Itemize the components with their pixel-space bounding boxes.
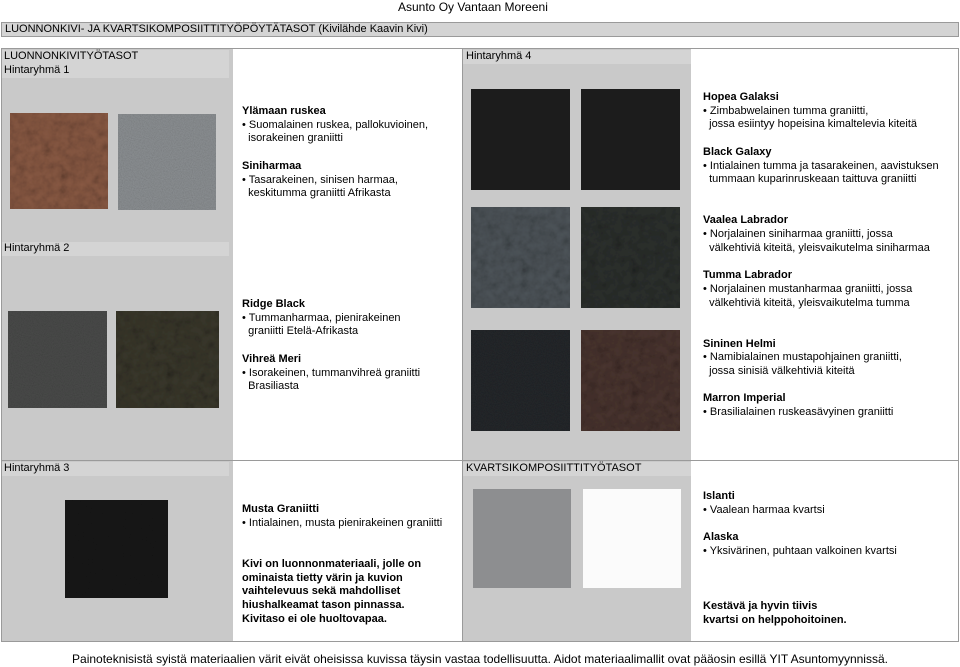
swatch-vihrea-meri bbox=[116, 311, 219, 408]
group4-text bbox=[703, 91, 955, 420]
quartz-title: KVARTSIKOMPOSIITTITYÖTASOT bbox=[463, 462, 691, 476]
stone-desc: tummaan kuparinruskeaan taittuva graniitti bbox=[709, 173, 917, 186]
stone-desc: Intialainen, musta pienirakeinen graniitti bbox=[248, 516, 443, 529]
footer-disclaimer: Painoteknisistä syistä materiaalien värit eivät oheisissa kuvissa täysin vastaa todellisuutta. Aidot materiaalimallit ovat pääosin esillä YIT Asuntomyynnissä. bbox=[72, 652, 888, 666]
swatch-tumma-labrador bbox=[581, 207, 680, 308]
stone-desc: Tasarakeinen, sinisen harmaa, bbox=[248, 173, 398, 186]
stone-name: Ridge Black bbox=[242, 298, 305, 310]
swatch-siniharmaa bbox=[118, 114, 216, 210]
bullet: • bbox=[703, 503, 707, 516]
swatch-sininen-helmi bbox=[471, 330, 570, 431]
bullet: • bbox=[703, 282, 707, 295]
stone-desc: Tummanharmaa, pienirakeinen bbox=[248, 311, 401, 324]
bullet: • bbox=[242, 516, 246, 529]
group3-note bbox=[242, 558, 457, 627]
note-line: ominaista tietty värin ja kuvion bbox=[242, 571, 403, 584]
stone-desc: Intialainen tumma ja tasarakeinen, aavistuksen bbox=[709, 159, 939, 172]
stone-desc: välkehtiviä kiteitä, yleisvaikutelma siniharmaa bbox=[709, 241, 930, 254]
grid-line bbox=[1, 460, 959, 461]
bullet: • bbox=[242, 118, 246, 131]
swatch-hopea-galaksi bbox=[471, 89, 570, 190]
bullet: • bbox=[703, 544, 707, 557]
stone-desc: Yksivärinen, puhtaan valkoinen kvartsi bbox=[709, 544, 897, 557]
stone-desc: Namibialainen mustapohjainen graniitti, bbox=[709, 351, 902, 364]
note-line: Kivi on luonnonmateriaali, jolle on bbox=[242, 558, 422, 570]
swatch-alaska bbox=[583, 489, 681, 588]
bullet: • bbox=[242, 311, 246, 324]
group3-label: Hintaryhmä 3 bbox=[1, 462, 229, 476]
stone-name: Siniharmaa bbox=[242, 159, 302, 172]
stone-name: Islanti bbox=[703, 490, 735, 502]
grid-line bbox=[1, 641, 959, 642]
swatch-marron-imperial bbox=[581, 330, 680, 431]
quartz-note bbox=[703, 600, 955, 627]
stone-desc: Norjalainen siniharmaa graniitti, jossa bbox=[709, 228, 893, 241]
stone-desc: Norjalainen mustanharmaa graniitti, jossa bbox=[709, 282, 913, 295]
stone-desc: jossa sinisiä välkehtiviä kiteitä bbox=[709, 365, 855, 378]
stone-name: Musta Graniitti bbox=[242, 503, 320, 515]
stone-desc: Brasilialainen ruskeasävyinen graniitti bbox=[709, 406, 894, 419]
stone-name: Vaalea Labrador bbox=[703, 214, 788, 227]
stone-desc: Suomalainen ruskea, pallokuvioinen, bbox=[248, 118, 429, 131]
note-line: vaihtelevuus sekä mahdolliset bbox=[242, 585, 401, 598]
group1-text bbox=[242, 105, 457, 201]
swatch-vaalea-labrador bbox=[471, 207, 570, 308]
swatch-islanti bbox=[473, 489, 571, 588]
swatch-ylamaan-ruskea bbox=[10, 113, 108, 209]
stone-desc: Brasiliasta bbox=[248, 380, 299, 393]
note-line: Kivitaso ei ole huoltovapaa. bbox=[242, 612, 387, 625]
swatch-black-galaxy bbox=[581, 89, 680, 190]
grid-line bbox=[1, 48, 2, 642]
stone-name: Alaska bbox=[703, 531, 739, 544]
bullet: • bbox=[703, 228, 707, 241]
stone-desc: välkehtiviä kiteitä, yleisvaikutelma tumma bbox=[709, 296, 910, 309]
stone-name: Ylämaan ruskea bbox=[242, 105, 326, 117]
grid-line bbox=[1, 48, 959, 49]
group2-label: Hintaryhmä 2 bbox=[1, 242, 229, 256]
stone-desc: keskitumma graniitti Afrikasta bbox=[248, 187, 391, 200]
group4-label: Hintaryhmä 4 bbox=[463, 50, 691, 64]
stone-name: Sininen Helmi bbox=[703, 337, 776, 350]
document-title: LUONNONKIVI- JA KVARTSIKOMPOSIITTITYÖPÖYTÄTASOT (Kivilähde Kaavin Kivi) bbox=[1, 22, 959, 37]
bullet: • bbox=[703, 104, 707, 117]
left-section-title: LUONNONKIVITYÖTASOT bbox=[1, 50, 229, 64]
note-line: hiushalkeamat tason pinnassa. bbox=[242, 599, 405, 612]
stone-name: Tumma Labrador bbox=[703, 269, 793, 282]
stone-name: Black Galaxy bbox=[703, 145, 772, 158]
group1-label: Hintaryhmä 1 bbox=[1, 64, 229, 78]
bullet: • bbox=[703, 406, 707, 419]
bullet: • bbox=[703, 351, 707, 364]
stone-desc: jossa esiintyy hopeisina kimaltelevia kiteitä bbox=[709, 118, 918, 131]
bullet: • bbox=[703, 159, 707, 172]
stone-name: Marron Imperial bbox=[703, 392, 786, 405]
quartz-text bbox=[703, 490, 955, 559]
stone-name: Vihreä Meri bbox=[242, 352, 302, 365]
stone-desc: Zimbabwelainen tumma graniitti, bbox=[709, 104, 869, 117]
company-name: Asunto Oy Vantaan Moreeni bbox=[398, 0, 548, 14]
group2-text bbox=[242, 298, 457, 394]
stone-desc: isorakeinen graniitti bbox=[248, 132, 343, 145]
stone-desc: Isorakeinen, tummanvihreä graniitti bbox=[248, 366, 421, 379]
stone-desc: Vaalean harmaa kvartsi bbox=[709, 503, 825, 516]
note-line: kvartsi on helppohoitoinen. bbox=[703, 613, 847, 626]
stone-name: Hopea Galaksi bbox=[703, 91, 779, 103]
swatch-ridge-black bbox=[8, 311, 107, 408]
grid-line bbox=[958, 48, 959, 642]
group3-text bbox=[242, 503, 457, 530]
grid-line bbox=[462, 48, 463, 642]
bullet: • bbox=[242, 173, 246, 186]
bullet: • bbox=[242, 366, 246, 379]
stone-desc: graniitti Etelä-Afrikasta bbox=[248, 325, 359, 338]
swatch-musta-graniitti bbox=[65, 500, 168, 598]
note-line: Kestävä ja hyvin tiivis bbox=[703, 600, 818, 612]
